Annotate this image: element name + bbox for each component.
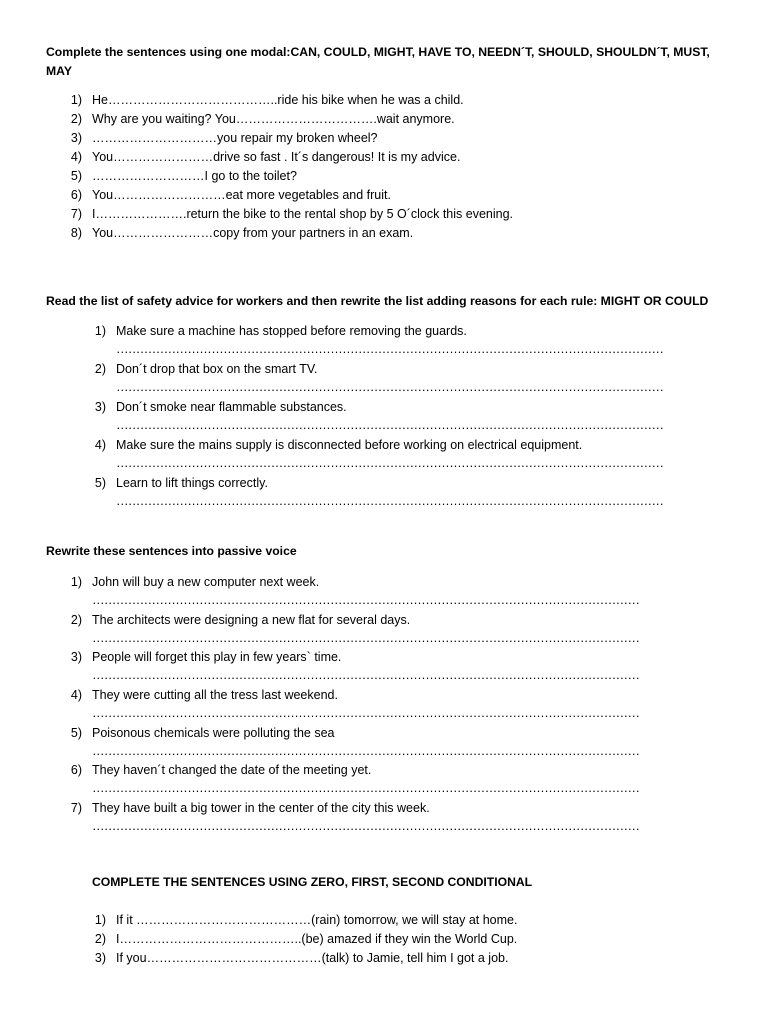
- item-number: 1): [70, 575, 82, 589]
- item-number: 2): [94, 932, 106, 946]
- item-number: 1): [94, 913, 106, 927]
- list-item: [86, 322, 746, 360]
- list-item: [86, 360, 746, 398]
- item-text: I……………………………………..(be) amazed if they win the World Cup.: [116, 932, 518, 946]
- item-text: You……………………copy from your partners in an exam.: [92, 226, 414, 240]
- list-item: [86, 911, 746, 930]
- list-item: [86, 398, 746, 436]
- answer-line: …………………………………………………………………………………………………………………………: [92, 668, 640, 683]
- item-text: John will buy a new computer next week.: [92, 575, 320, 589]
- section2-title: Read the list of safety advice for workers and then rewrite the list adding reasons for each rule: MIGHT OR COULD: [46, 294, 709, 308]
- list-item: [62, 799, 742, 837]
- item-text: I………………….return the bike to the rental shop by 5 O´clock this evening.: [92, 207, 514, 221]
- item-number: 2): [70, 612, 82, 627]
- item-number: 1): [70, 93, 82, 107]
- item-text: Don´t smoke near flammable substances.: [116, 400, 347, 414]
- list-item: [62, 148, 742, 167]
- answer-line: …………………………………………………………………………………………………………………………: [116, 380, 664, 394]
- item-text: Why are you waiting? You…………………………….wait anymore.: [92, 112, 455, 126]
- item-text: Poisonous chemicals were polluting the sea: [92, 725, 335, 740]
- item-number: 5): [70, 725, 82, 740]
- item-number: 4): [70, 688, 82, 703]
- answer-line: …………………………………………………………………………………………………………………………: [92, 743, 640, 758]
- section1-title: Complete the sentences using one modal:CAN, COULD, MIGHT, HAVE TO, NEEDN´T, SHOULD, SHOULDN´T, MUST, MAY: [46, 45, 710, 78]
- item-text: Make sure a machine has stopped before removing the guards.: [116, 324, 467, 338]
- answer-line: …………………………………………………………………………………………………………………………: [116, 342, 664, 356]
- item-number: 7): [70, 207, 82, 221]
- answer-line: …………………………………………………………………………………………………………………………: [92, 819, 640, 834]
- item-text: They were cutting all the tress last weekend.: [92, 688, 338, 703]
- item-number: 3): [94, 951, 106, 965]
- item-text: ………………………I go to the toilet?: [92, 169, 297, 183]
- list-item: [62, 110, 742, 129]
- list-item: [86, 436, 746, 474]
- item-text: If it ……………………………………(rain) tomorrow, we will stay at home.: [116, 913, 518, 927]
- section3-title: Rewrite these sentences into passive voice: [46, 544, 297, 558]
- item-number: 4): [70, 150, 82, 164]
- answer-line: …………………………………………………………………………………………………………………………: [116, 456, 664, 470]
- list-item: [62, 91, 742, 110]
- item-number: 8): [70, 226, 82, 240]
- list-item: [62, 224, 742, 243]
- item-text: He…………………………………..ride his bike when he was a child.: [92, 93, 464, 107]
- item-number: 6): [70, 188, 82, 202]
- item-text: Don´t drop that box on the smart TV.: [116, 362, 318, 376]
- list-item: [62, 686, 742, 724]
- section4-title: COMPLETE THE SENTENCES USING ZERO, FIRST, SECOND CONDITIONAL: [92, 875, 533, 889]
- answer-line: …………………………………………………………………………………………………………………………: [116, 418, 664, 432]
- list-item: [62, 573, 742, 611]
- item-number: 3): [70, 650, 82, 665]
- list-item: [62, 129, 742, 148]
- answer-line: …………………………………………………………………………………………………………………………: [92, 706, 640, 721]
- section4-list: [86, 911, 746, 968]
- section3-list: [62, 573, 742, 837]
- item-text: If you……………………………………(talk) to Jamie, tell him I got a job.: [116, 951, 509, 965]
- item-number: 2): [70, 112, 82, 126]
- item-text: People will forget this play in few years` time.: [92, 650, 342, 665]
- section2-list: [86, 322, 746, 512]
- item-text: The architects were designing a new flat for several days.: [92, 612, 411, 627]
- item-text: They haven´t changed the date of the meeting yet.: [92, 763, 372, 778]
- list-item: [62, 761, 742, 799]
- answer-line: …………………………………………………………………………………………………………………………: [92, 593, 640, 607]
- item-number: 4): [94, 438, 106, 452]
- item-text: …………………………you repair my broken wheel?: [92, 131, 378, 145]
- answer-line: …………………………………………………………………………………………………………………………: [92, 630, 640, 645]
- item-text: You……………………drive so fast . It´s dangerous! It is my advice.: [92, 150, 461, 164]
- item-number: 5): [94, 476, 106, 490]
- list-item: [62, 205, 742, 224]
- item-text: Make sure the mains supply is disconnected before working on electrical equipment.: [116, 438, 583, 452]
- list-item: [62, 167, 742, 186]
- item-number: 7): [70, 801, 82, 816]
- list-item: [86, 949, 746, 968]
- item-text: They have built a big tower in the center of the city this week.: [92, 801, 430, 816]
- section1-list: [62, 91, 742, 243]
- item-text: You………………………eat more vegetables and fruit.: [92, 188, 391, 202]
- item-number: 3): [70, 131, 82, 145]
- answer-line: …………………………………………………………………………………………………………………………: [116, 494, 664, 508]
- list-item: [86, 930, 746, 949]
- item-number: 6): [70, 763, 82, 778]
- item-number: 1): [94, 324, 106, 338]
- item-number: 3): [94, 400, 106, 414]
- list-item: [62, 648, 742, 686]
- item-text: Learn to lift things correctly.: [116, 476, 268, 490]
- list-item: [62, 724, 742, 762]
- item-number: 5): [70, 169, 82, 183]
- list-item: [62, 611, 742, 649]
- list-item: [86, 474, 746, 512]
- list-item: [62, 186, 742, 205]
- item-number: 2): [94, 362, 106, 376]
- answer-line: …………………………………………………………………………………………………………………………: [92, 781, 640, 796]
